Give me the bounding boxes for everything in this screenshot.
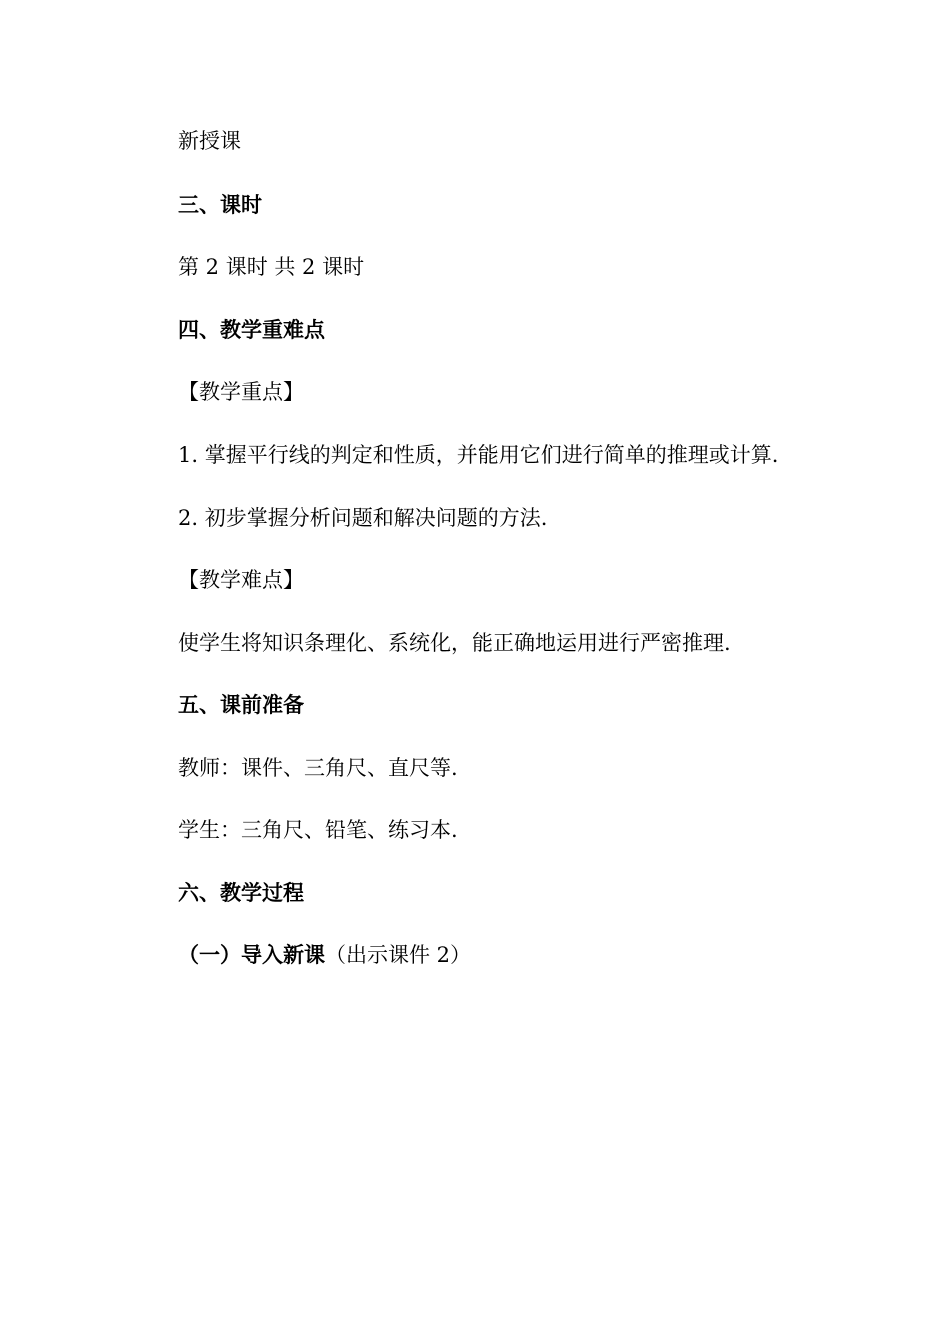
student-preparation-text: 学生：三角尺、铅笔、练习本. xyxy=(178,818,458,842)
section-heading-key-difficult-points: 四、教学重难点 xyxy=(178,318,325,342)
difficult-point-item: 使学生将知识条理化、系统化，能正确地运用进行严密推理. xyxy=(178,631,731,655)
key-points-label: 【教学重点】 xyxy=(178,380,304,404)
key-point-item: 2. 初步掌握分析问题和解决问题的方法. xyxy=(178,506,548,530)
section-heading-class-hours: 三、课时 xyxy=(178,193,262,217)
teacher-preparation-text: 教师：课件、三角尺、直尺等. xyxy=(178,756,458,780)
lesson-type-text: 新授课 xyxy=(178,129,241,153)
subsection-title: （一）导入新课 xyxy=(178,943,325,967)
section-heading-teaching-process: 六、教学过程 xyxy=(178,881,304,905)
difficult-points-label: 【教学难点】 xyxy=(178,568,304,592)
section-heading-preparation: 五、课前准备 xyxy=(178,693,304,717)
subsection-note: （出示课件 2） xyxy=(325,943,472,967)
class-hours-text: 第 2 课时 共 2 课时 xyxy=(178,255,365,279)
key-point-item: 1. 掌握平行线的判定和性质，并能用它们进行简单的推理或计算. xyxy=(178,443,779,467)
subsection-introduction xyxy=(178,940,471,970)
